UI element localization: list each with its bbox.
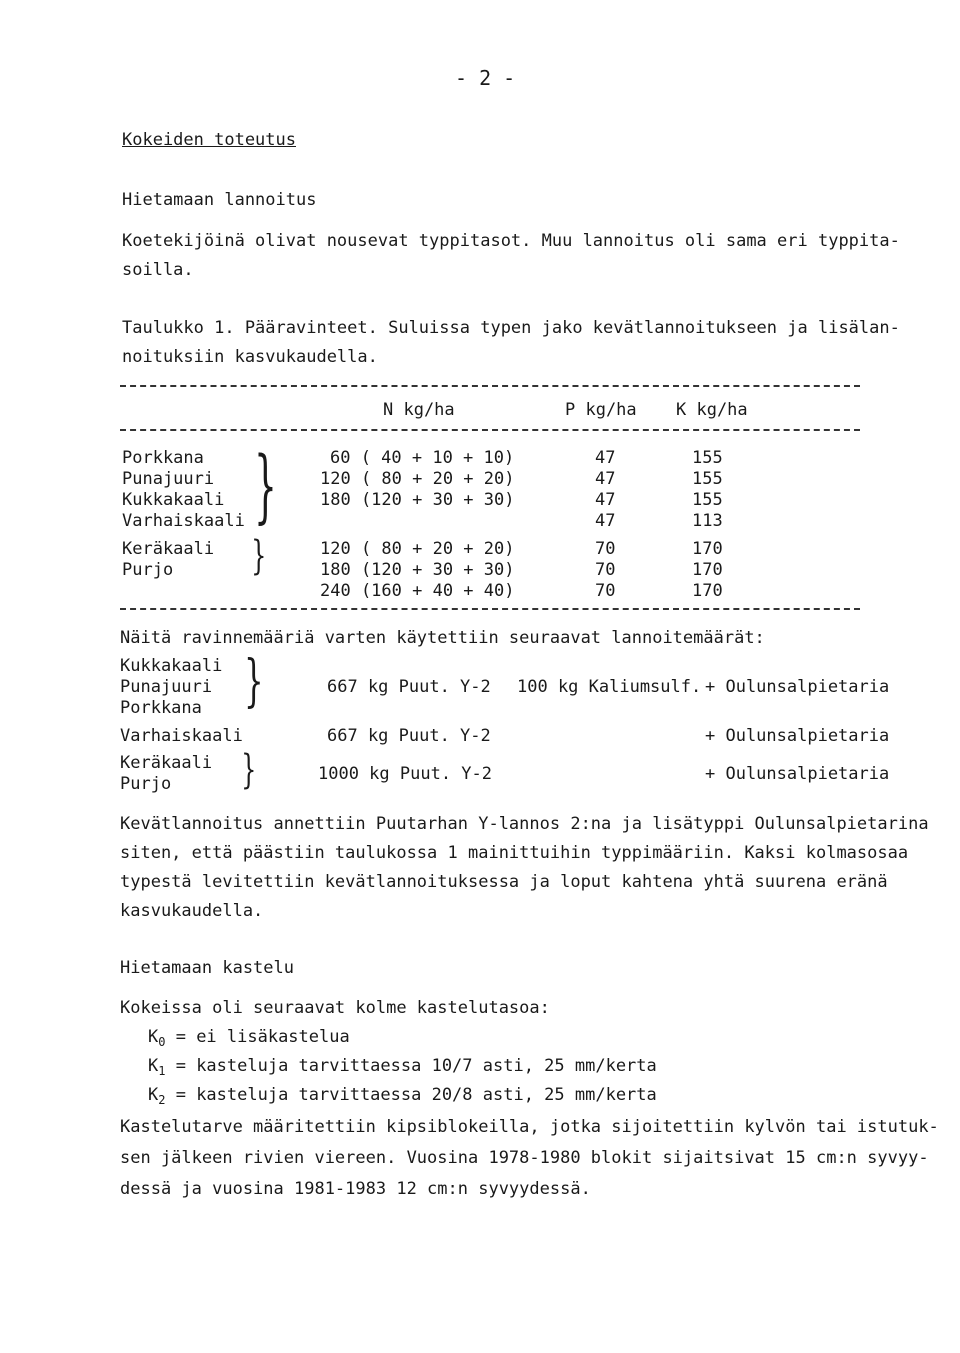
- amount-value: 667 kg Puut. Y-2: [327, 677, 491, 697]
- cell-k: 170: [692, 539, 723, 559]
- crop-label: Varhaiskaali: [120, 726, 243, 746]
- cell-n: 120 ( 80 + 20 + 20): [320, 539, 515, 559]
- irrigation-intro: Kokeissa oli seuraavat kolme kastelutasoa:: [120, 998, 550, 1018]
- paragraph-line: soilla.: [122, 260, 194, 280]
- cell-k: 155: [692, 469, 723, 489]
- cell-p: 70: [595, 539, 616, 559]
- paragraph-line: Kastelutarve määritettiin kipsiblokeilla, jotka sijoitettiin kylvön tai istutuk-: [120, 1117, 939, 1137]
- paragraph-line: Kevätlannoitus annettiin Puutarhan Y-lannos 2:na ja lisätyppi Oulunsalpietarina: [120, 814, 929, 834]
- amount-value: 1000 kg Puut. Y-2: [318, 764, 492, 784]
- cell-p: 47: [595, 511, 616, 531]
- amount-extra: 100 kg Kaliumsulf.: [517, 677, 702, 697]
- crop-label: Keräkaali: [120, 753, 213, 773]
- crop-label: Porkkana: [120, 698, 202, 718]
- level-text: = kasteluja tarvittaessa 10/7 asti, 25 mm/kerta: [165, 1056, 657, 1076]
- cell-n: 180 (120 + 30 + 30): [320, 560, 515, 580]
- amount-addition: + Oulunsalpietaria: [705, 677, 890, 697]
- subsection-fertilization: Hietamaan lannoitus: [122, 190, 317, 210]
- cell-k: 113: [692, 511, 723, 531]
- table-caption: Taulukko 1. Pääravinteet. Suluissa typen jako kevätlannoitukseen ja lisälan-: [122, 318, 900, 338]
- amount-addition: + Oulunsalpietaria: [705, 726, 890, 746]
- brace-group2: }: [251, 533, 267, 579]
- paragraph-line: sen jälkeen rivien viereen. Vuosina 1978-1980 blokit sijaitsivat 15 cm:n syvyy-: [120, 1148, 929, 1168]
- crop-label: Kukkakaali: [120, 656, 223, 676]
- table-rule-top: [120, 385, 860, 387]
- section-title: Kokeiden toteutus: [122, 130, 296, 150]
- page-number: - 2 -: [455, 66, 516, 90]
- cell-k: 170: [692, 560, 723, 580]
- header-n: N kg/ha: [383, 400, 455, 420]
- table-rule-bottom: [120, 608, 860, 610]
- irrigation-level: [148, 1027, 350, 1052]
- level-symbol: K: [148, 1056, 159, 1076]
- crop-label: Kukkakaali: [122, 490, 225, 510]
- irrigation-level: [148, 1056, 657, 1081]
- cell-k: 170: [692, 581, 723, 601]
- brace-group1: }: [253, 439, 277, 532]
- cell-k: 155: [692, 490, 723, 510]
- header-p: P kg/ha: [565, 400, 637, 420]
- crop-label: Porkkana: [122, 448, 204, 468]
- cell-p: 47: [595, 469, 616, 489]
- irrigation-level: [148, 1085, 657, 1110]
- amount-addition: + Oulunsalpietaria: [705, 764, 890, 784]
- brace-amounts3: }: [241, 747, 257, 793]
- cell-p: 47: [595, 448, 616, 468]
- crop-label: Varhaiskaali: [122, 511, 245, 531]
- level-text: = kasteluja tarvittaessa 20/8 asti, 25 mm/kerta: [165, 1085, 657, 1105]
- table-rule-header: [120, 429, 860, 431]
- amount-value: 667 kg Puut. Y-2: [327, 726, 491, 746]
- crop-label: Punajuuri: [122, 469, 215, 489]
- cell-p: 70: [595, 560, 616, 580]
- cell-n: 60 ( 40 + 10 + 10): [330, 448, 515, 468]
- level-symbol: K: [148, 1027, 159, 1047]
- level-text: = ei lisäkastelua: [165, 1027, 350, 1047]
- cell-p: 47: [595, 490, 616, 510]
- crop-label: Keräkaali: [122, 539, 215, 559]
- crop-label: Purjo: [122, 560, 174, 580]
- cell-n: 180 (120 + 30 + 30): [320, 490, 515, 510]
- brace-amounts1: }: [244, 649, 264, 714]
- cell-p: 70: [595, 581, 616, 601]
- cell-k: 155: [692, 448, 723, 468]
- paragraph-line: siten, että päästiin taulukossa 1 mainittuihin typpimääriin. Kaksi kolmasosaa: [120, 843, 909, 863]
- subsection-irrigation: Hietamaan kastelu: [120, 958, 294, 978]
- level-subscript: 2: [158, 1093, 166, 1107]
- paragraph-line: dessä ja vuosina 1981-1983 12 cm:n syvyydessä.: [120, 1179, 591, 1199]
- paragraph-line: typestä levitettiin kevätlannoituksessa ja loput kahtena yhtä suurena eränä: [120, 872, 888, 892]
- level-subscript: 1: [158, 1064, 166, 1078]
- cell-n: 240 (160 + 40 + 40): [320, 581, 515, 601]
- header-k: K kg/ha: [676, 400, 748, 420]
- level-subscript: 0: [158, 1035, 166, 1049]
- amounts-intro: Näitä ravinnemääriä varten käytettiin seuraavat lannoitemäärät:: [120, 628, 765, 648]
- cell-n: 120 ( 80 + 20 + 20): [320, 469, 515, 489]
- crop-label: Purjo: [120, 774, 172, 794]
- level-symbol: K: [148, 1085, 159, 1105]
- table-caption: noituksiin kasvukaudella.: [122, 347, 378, 367]
- paragraph-line: kasvukaudella.: [120, 901, 264, 921]
- paragraph-line: Koetekijöinä olivat nousevat typpitasot. Muu lannoitus oli sama eri typpita-: [122, 231, 900, 251]
- crop-label: Punajuuri: [120, 677, 213, 697]
